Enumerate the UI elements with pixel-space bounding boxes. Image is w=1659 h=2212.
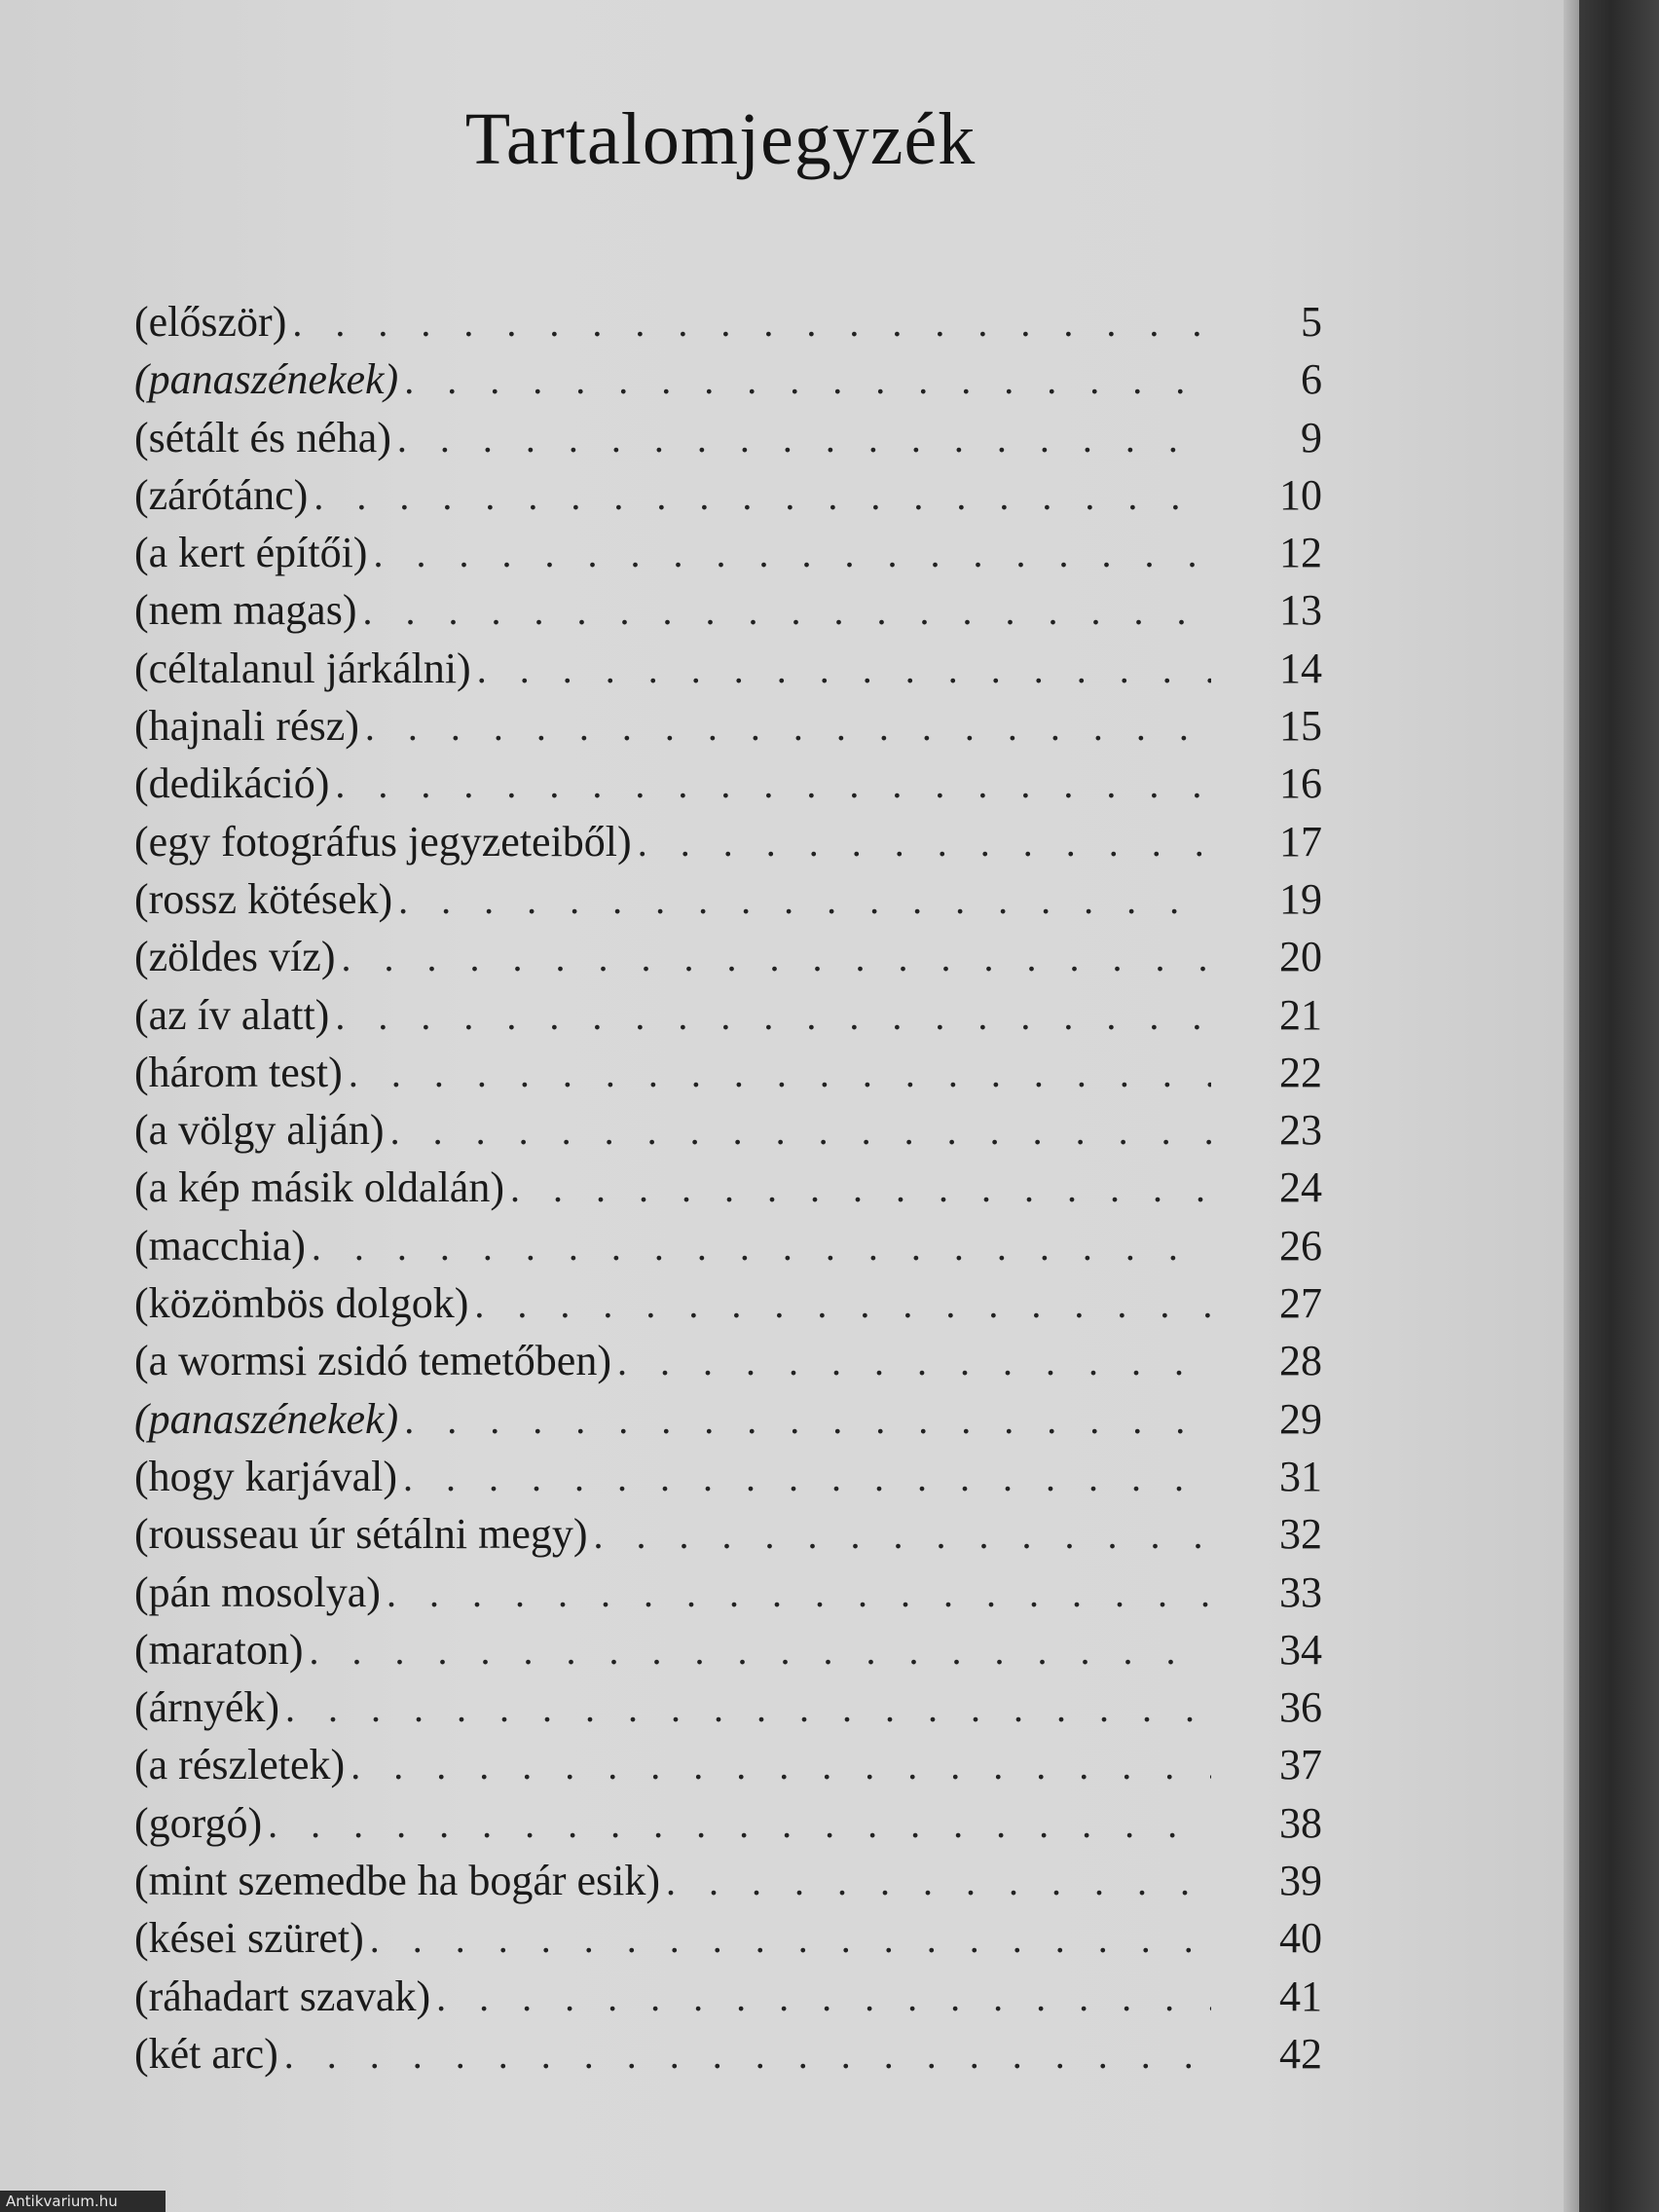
toc-leader-dots <box>335 993 1211 1039</box>
toc-entry-title: (kései szüret) <box>134 1914 364 1963</box>
toc-entry-page-number: 20 <box>1279 933 1322 981</box>
toc-entry-page-number: 24 <box>1279 1163 1322 1212</box>
toc-entry-page-number: 32 <box>1279 1510 1322 1559</box>
toc-leader-dots <box>390 1108 1211 1154</box>
toc-entry <box>134 701 1322 758</box>
toc-entry-page-number: 28 <box>1279 1337 1322 1385</box>
toc-entry-page-number: 19 <box>1279 874 1322 923</box>
toc-leader-dots <box>268 1801 1211 1847</box>
toc-entry-title: (maraton) <box>134 1625 304 1674</box>
toc-entry <box>134 1452 1322 1509</box>
toc-leader-dots <box>313 473 1211 519</box>
toc-entry-page-number: 39 <box>1279 1857 1322 1905</box>
toc-entry-page-number: 9 <box>1301 413 1322 461</box>
toc-entry <box>134 1856 1322 1913</box>
toc-entry-title: (hogy karjával) <box>134 1452 397 1500</box>
toc-entry <box>134 1162 1322 1220</box>
toc-leader-dots <box>285 1685 1211 1731</box>
toc-entry-title: (panaszénekek) <box>134 355 399 404</box>
toc-entry-title: (zárótánc) <box>134 470 309 519</box>
toc-entry-page-number: 40 <box>1279 1914 1322 1963</box>
toc-entry <box>134 1105 1322 1162</box>
toc-entry <box>134 1972 1322 2029</box>
toc-entry-page-number: 12 <box>1279 529 1322 577</box>
toc-entry-page-number: 23 <box>1279 1106 1322 1155</box>
toc-entry-page-number: 27 <box>1279 1279 1322 1328</box>
toc-leader-dots <box>510 1165 1211 1211</box>
toc-entry <box>134 297 1322 354</box>
toc-entry-title: (árnyék) <box>134 1683 280 1732</box>
toc-entry <box>134 1740 1322 1797</box>
toc-entry <box>134 990 1322 1048</box>
toc-entry-title: (macchia) <box>134 1221 306 1270</box>
toc-entry-page-number: 37 <box>1279 1741 1322 1789</box>
toc-entry-title: (a wormsi zsidó temetőben) <box>134 1337 611 1385</box>
toc-entry-title: (a részletek) <box>134 1741 346 1789</box>
toc-entry <box>134 470 1322 528</box>
toc-entry-title: (dedikáció) <box>134 759 330 808</box>
toc-leader-dots <box>397 416 1211 461</box>
toc-entry-page-number: 21 <box>1279 990 1322 1039</box>
toc-leader-dots <box>350 1743 1211 1788</box>
page-title: Tartalomjegyzék <box>464 98 977 180</box>
toc-entry-title: (ráhadart szavak) <box>134 1972 431 2020</box>
toc-entry-title: (pán mosolya) <box>134 1567 381 1616</box>
toc-leader-dots <box>362 588 1211 634</box>
toc-leader-dots <box>617 1339 1211 1384</box>
toc-entry-title: (közömbös dolgok) <box>134 1279 469 1328</box>
toc-entry <box>134 1509 1322 1567</box>
toc-leader-dots <box>404 357 1211 403</box>
toc-leader-dots <box>638 820 1211 866</box>
toc-leader-dots <box>349 1051 1211 1096</box>
toc-leader-dots <box>387 1570 1211 1616</box>
toc-entry <box>134 817 1322 874</box>
toc-entry-page-number: 31 <box>1279 1452 1322 1500</box>
toc-entry-title: (gorgó) <box>134 1798 263 1847</box>
toc-leader-dots <box>365 704 1211 750</box>
toc-leader-dots <box>398 877 1211 923</box>
toc-entry-page-number: 42 <box>1279 2029 1322 2078</box>
toc-entry-page-number: 6 <box>1301 355 1322 404</box>
toc-entry <box>134 758 1322 816</box>
toc-leader-dots <box>335 761 1211 807</box>
toc-entry-page-number: 22 <box>1279 1048 1322 1096</box>
toc-entry <box>134 1798 1322 1856</box>
toc-entry-title: (két arc) <box>134 2029 278 2078</box>
toc-entry <box>134 1682 1322 1740</box>
toc-entry <box>134 1278 1322 1336</box>
toc-entry-title: (először) <box>134 298 287 346</box>
toc-entry <box>134 1394 1322 1452</box>
toc-entry-page-number: 15 <box>1279 702 1322 751</box>
toc-entry <box>134 932 1322 989</box>
toc-entry-page-number: 16 <box>1279 759 1322 808</box>
toc-entry-title: (sétált és néha) <box>134 413 391 461</box>
page-edge-shadow <box>1564 0 1579 2212</box>
toc-entry-title: (mint szemedbe ha bogár esik) <box>134 1857 661 1905</box>
toc-entry-page-number: 38 <box>1279 1798 1322 1847</box>
toc-entry <box>134 2029 1322 2086</box>
toc-entry-title: (hajnali rész) <box>134 702 359 751</box>
toc-entry-page-number: 26 <box>1279 1221 1322 1270</box>
toc-leader-dots <box>666 1859 1211 1904</box>
toc-leader-dots <box>404 1397 1211 1443</box>
toc-entry-title: (a völgy alján) <box>134 1106 385 1155</box>
toc-entry-page-number: 29 <box>1279 1394 1322 1443</box>
toc-leader-dots <box>309 1628 1211 1674</box>
toc-leader-dots <box>477 646 1211 692</box>
toc-entry <box>134 1221 1322 1278</box>
toc-entry-page-number: 13 <box>1279 586 1322 635</box>
toc-entry-title: (a kép másik oldalán) <box>134 1163 504 1212</box>
toc-entry-page-number: 17 <box>1279 817 1322 866</box>
toc-entry <box>134 354 1322 412</box>
toc-entry-page-number: 14 <box>1279 644 1322 692</box>
toc-entry <box>134 528 1322 585</box>
toc-entry-title: (rossz kötések) <box>134 874 393 923</box>
toc-leader-dots <box>373 531 1211 576</box>
toc-entry-page-number: 36 <box>1279 1683 1322 1732</box>
toc-entry <box>134 1336 1322 1393</box>
toc-entry <box>134 1913 1322 1971</box>
table-of-contents <box>134 297 1322 2086</box>
toc-leader-dots <box>436 1974 1211 2020</box>
toc-entry-page-number: 34 <box>1279 1625 1322 1674</box>
toc-entry <box>134 1567 1322 1625</box>
toc-entry <box>134 1048 1322 1105</box>
toc-leader-dots <box>292 300 1211 346</box>
toc-entry-title: (nem magas) <box>134 586 357 635</box>
toc-entry-page-number: 41 <box>1279 1972 1322 2020</box>
toc-leader-dots <box>474 1281 1211 1327</box>
toc-entry-page-number: 33 <box>1279 1567 1322 1616</box>
toc-entry-title: (rousseau úr sétálni megy) <box>134 1510 588 1559</box>
toc-entry-title: (panaszénekek) <box>134 1394 399 1443</box>
toc-entry-title: (három test) <box>134 1048 343 1096</box>
toc-entry-title: (az ív alatt) <box>134 990 330 1039</box>
toc-entry-title: (céltalanul járkálni) <box>134 644 471 692</box>
watermark: Antikvarium.hu <box>0 2191 166 2212</box>
toc-entry <box>134 874 1322 932</box>
toc-entry-title: (a kert építői) <box>134 529 368 577</box>
toc-leader-dots <box>312 1224 1211 1270</box>
toc-entry <box>134 413 1322 470</box>
toc-leader-dots <box>403 1455 1211 1500</box>
toc-entry-title: (egy fotográfus jegyzeteiből) <box>134 817 632 866</box>
toc-entry-page-number: 10 <box>1279 470 1322 519</box>
toc-entry-title: (zöldes víz) <box>134 933 336 981</box>
toc-entry <box>134 644 1322 701</box>
book-cover-edge <box>1579 0 1659 2212</box>
toc-leader-dots <box>284 2032 1211 2078</box>
toc-entry-page-number: 5 <box>1301 298 1322 346</box>
toc-leader-dots <box>594 1512 1211 1558</box>
toc-entry <box>134 1625 1322 1682</box>
toc-leader-dots <box>341 935 1211 980</box>
toc-leader-dots <box>370 1916 1211 1962</box>
toc-entry <box>134 585 1322 643</box>
